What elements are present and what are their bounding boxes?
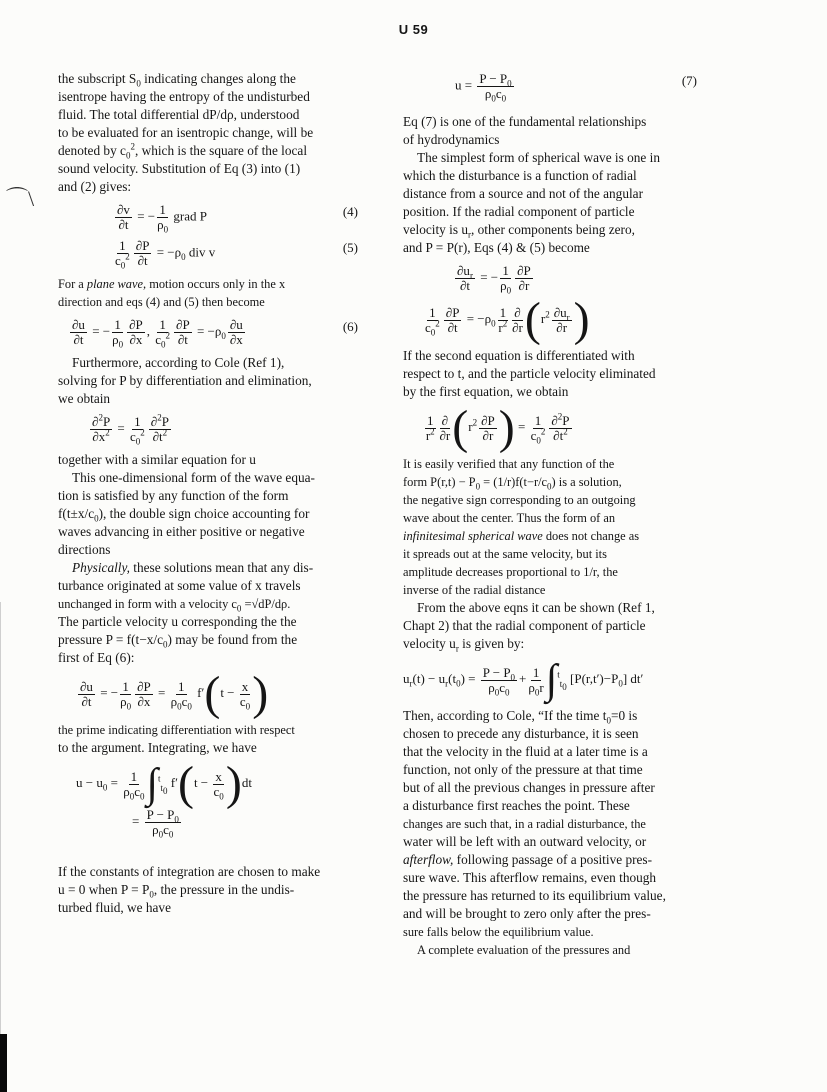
left-column bbox=[58, 70, 358, 917]
equation-5: $\frac{1}{c_0^2}$ $\frac{\partial P}{\partial t}$ = $-\rho_0$ div v (5) bbox=[115, 238, 358, 271]
left-paragraph-4: together with a similar equation for u This one-dimensional form of the wave equa- tion is satisfied by any function of the form $f(t\pm x/c_0)$, the double sign choice accounting for waves advancing in either positive or negative directions bbox=[58, 452, 315, 557]
margin-check-mark: ⌒\ bbox=[6, 186, 35, 211]
left-paragraph-3: Furthermore, according to Cole (Ref 1), solving for P by differentiation and elimination, we obtain bbox=[58, 355, 312, 406]
page-edge-line bbox=[0, 602, 1, 1082]
equation-6: $\frac{\partial u}{\partial t}$ = − $\frac{1}{\rho_0}$ $\frac{\partial P}{\partial x}$ , $\frac{1}{c_0^2}$ $\frac{\partial P}{\partial t}$ = $-\rho_0$ $\frac{\partial u}{\partial x}$ (6) bbox=[72, 317, 358, 350]
right-paragraph-7: A complete evaluation of the pressures and bbox=[417, 943, 631, 957]
radial-velocity-equation: $u_r(t) - u_r(t_0)$ = $\frac{P - P_0}{\rho_0c_0}$ + $\frac{1}{\rho_0r}$ ∫$^t_{t_0}$ $[P(r,t')-P_0]$ dt′ bbox=[403, 657, 644, 703]
right-paragraph-6: Then, according to Cole, “If the time $t_0=0$ is chosen to precede any disturbance, it is seen that the velocity in the fluid at a later time is a function, not only of the pressure at that time but of all the previous changes in pressure after a disturbance first reaches the point. These changes are such that, in a radial disturbance, the water will be left with an outward velocity, or afterflow, following passage of a positive pres- sure wave. This afterflow remains, even though the pressure has returned to its equilibrium value, and will be brought to zero only after the pres- sure falls below the equilibrium value. bbox=[403, 708, 666, 939]
right-column bbox=[403, 72, 723, 959]
wave-equation: $\frac{\partial^2P}{\partial x^2}$ = $\frac{1}{c_0^2}$ $\frac{\partial^2P}{\partial t^2}$ bbox=[92, 412, 169, 447]
right-paragraph-1: Eq (7) is one of the fundamental relationships of hydrodynamics bbox=[403, 114, 647, 147]
left-paragraph-6: the prime indicating differentiation with respect to the argument. Integrating, we have bbox=[58, 723, 295, 755]
left-paragraph-1: the subscript $S_0$ indicating changes along the isentrope having the entropy of the undisturbed fluid. The total differential dP/dρ, understood to be evaluated for an isentropic change, will be denoted by $c_0^2$, which is the square of the local sound velocity. Substitution of Eq (3) into (1) and (2) gives: bbox=[58, 71, 314, 194]
right-paragraph-5: From the above eqns it can be shown (Ref 1, Chapt 2) that the radial component of particle velocity $u_r$ is given by: bbox=[403, 600, 655, 654]
spherical-equation-2: $\frac{1}{c_0^2}$ $\frac{\partial P}{\partial t}$ = $-\rho_0$ $\frac{1}{r^2}$ ∂ ∂r ($r^2$ $\frac{\partial u_r}{\partial r}$ ) bbox=[425, 293, 590, 346]
spherical-wave-equation: $\frac{1}{r^2}$ ∂ ∂r ($r^2$ $\frac{\partial P}{\partial r}$ ) = $\frac{1}{c_0^2}$ $\frac{\partial^2P}{\partial t^2}$ bbox=[425, 401, 570, 454]
left-paragraph-7: If the constants of integration are chosen to make u = 0 when $P = P_0$, the pressure in the undis- turbed fluid, we have bbox=[58, 864, 321, 915]
right-paragraph-3: If the second equation is differentiated with respect to t, and the particle velocity eliminated by the first equation, we obtain bbox=[403, 348, 656, 399]
left-paragraph-2: For a plane wave, motion occurs only in the x direction and eqs (4) and (5) then become bbox=[58, 277, 286, 309]
right-paragraph-2: The simplest form of spherical wave is one in which the disturbance is a function of radial distance from a source and not of the angular position. If the radial component of particle velocity is $u_r$, other components being zero, and P = P(r), Eqs (4) & (5) become bbox=[403, 150, 660, 255]
page-header: U 59 bbox=[398, 22, 429, 37]
left-paragraph-5: Physically, these solutions mean that any dis- turbance originated at some value of x travels unchanged in form with a velocity $c_0 =√dP/d\rho$. The particle velocity u corresponding the the pressure $P = f(t-x/c_0)$ may be found from the first of Eq (6): bbox=[58, 560, 314, 665]
velocity-derivative-equation: $\frac{\partial u}{\partial t}$ = − $\frac{1}{\rho_0}$ $\frac{\partial P}{\partial x}$ = $\frac{1}{\rho_0c_0}$ f′(t − $\frac{x}{c_0}$ ) bbox=[80, 667, 269, 720]
integral-equation: $u - u_0$ = $\frac{1}{\rho_0c_0}$ ∫$^t_{t_0}$ f′(t − $\frac{x}{c_0}$ )dt = $\frac{P - P_0}{\rho_0c_0}$ bbox=[76, 757, 252, 840]
equation-7: u = $\frac{P - P_0}{\rho_0c_0}$ (7) bbox=[455, 71, 697, 104]
binding-bar bbox=[0, 1034, 7, 1092]
spherical-equation-1: $\frac{\partial u_r}{\partial t}$ = − $\frac{1}{\rho_0}$ $\frac{\partial P}{\partial r}$ bbox=[457, 263, 531, 296]
equation-4: $\frac{\partial v}{\partial t}$ = − $\frac{1}{\rho_0}$ grad P (4) bbox=[117, 202, 358, 235]
right-paragraph-4: It is easily verified that any function of the form $P(r,t) - P_0 = (1/r)f(t-r/c_0)$ is a solution, the negative sign corresponding to an outgoing wave about the center. Thus the form of an infinitesimal spherical wave does not change as it spreads out at the same velocity, but its amplitude decreases proportional to 1/r, the inverse of the radial distance bbox=[403, 457, 640, 597]
